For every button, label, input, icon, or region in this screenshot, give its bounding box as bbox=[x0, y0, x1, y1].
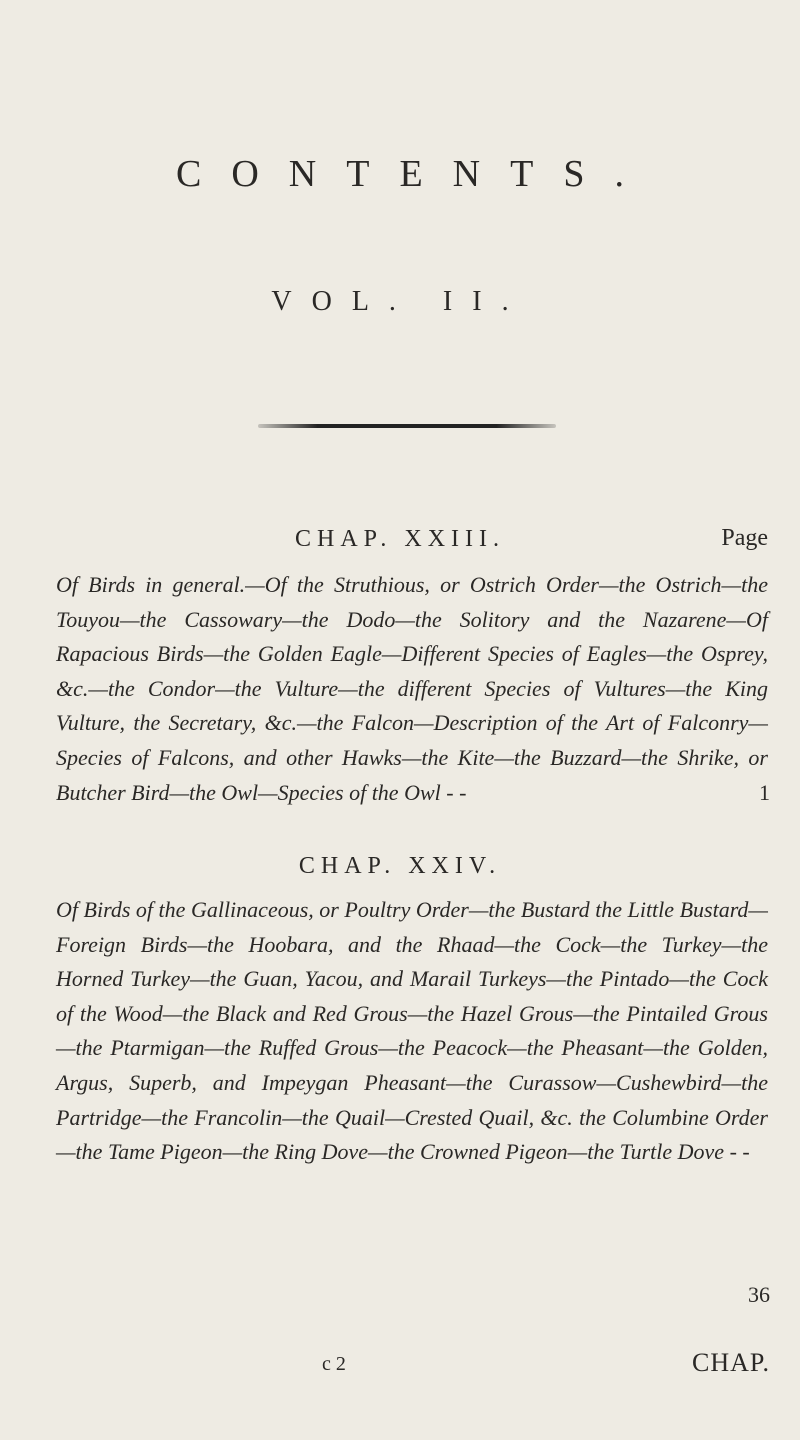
chapter-xxiv-page-number: 36 bbox=[748, 1282, 770, 1307]
chapter-xxiii-summary: Of Birds in general.—Of the Struthious, or Ostrich Order—the Ostrich—the Touyou—the Cassowary—the Dodo—the Solitory and the Nazarene—Of Rapacious Birds—the Golden Eagle—Different Species of Eagles—the Osprey, &c.—the Condor—the Vulture—the different Species of Vultures—the King Vulture, the Secretary, &c.—the Falcon—Description of the Art of Falconry—Species of Falcons, and other Hawks—the Kite—the Buzzard—the Shrike, or Butcher Bird—the Owl—Species of the Owl - - bbox=[56, 572, 768, 805]
chapter-xxiii-heading: CHAP. XXIII. bbox=[295, 526, 505, 552]
chapter-xxiii-page-number: 1 bbox=[759, 780, 770, 805]
volume-heading: VOL. II. bbox=[271, 286, 529, 317]
signature-mark: c 2 bbox=[322, 1353, 346, 1375]
chapter-xxiv-heading: CHAP. XXIV. bbox=[298, 853, 502, 879]
page-column-label: Page bbox=[721, 525, 768, 551]
chapter-xxiv-summary: Of Birds of the Gallinaceous, or Poultry Order—the Bustard the Little Bustard—Foreign Birds—the Hoobara, and the Rhaad—the Cock—the Turkey—the Horned Turkey—the Guan, Yacou, and Marail Turkeys—the Pintado—the Cock of the Wood—the Black and Red Grous—the Hazel Grous—the Pintailed Grous—the Ptarmigan—the Ruffed Grous—the Peacock—the Pheasant—the Golden, Argus, Superb, and Impeygan Pheasant—the Curassow—Cushewbird—the Partridge—the Francolin—the Quail—Crested Quail, &c. the Columbine Order—the Tame Pigeon—the Ring Dove—the Crowned Pigeon—the Turtle Dove - - bbox=[56, 897, 768, 1165]
ornamental-rule bbox=[258, 424, 556, 428]
catchword: CHAP. bbox=[692, 1348, 770, 1377]
contents-heading: CONTENTS. bbox=[176, 153, 654, 195]
